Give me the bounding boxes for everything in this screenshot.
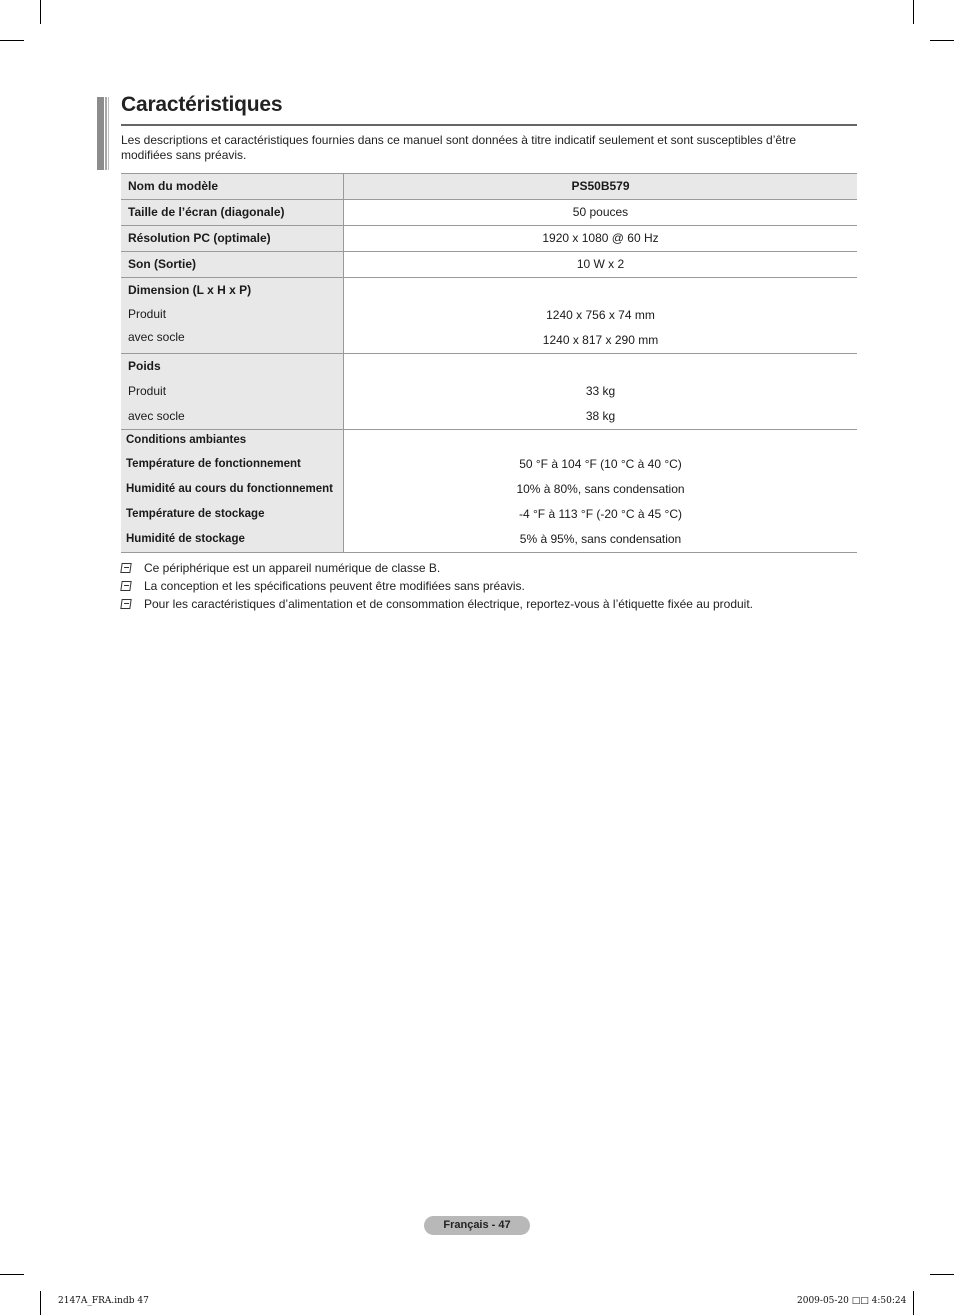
list-item: [121, 577, 753, 595]
row-value: 1240 x 817 x 290 mm: [542, 333, 659, 347]
row-value: 1240 x 756 x 74 mm: [546, 308, 655, 322]
row-sublabel: Température de fonctionnement: [126, 458, 301, 470]
row-label: Poids: [128, 359, 161, 373]
row-value: 50 °F à 104 °F (10 °C à 40 °C): [519, 457, 682, 471]
crop-mark: [0, 40, 24, 41]
table-row: [121, 354, 857, 430]
row-label: Dimension (L x H x P): [128, 283, 252, 297]
crop-mark: [913, 1291, 914, 1315]
table-row: [121, 174, 857, 200]
list-item: [121, 559, 753, 577]
note-icon: [120, 581, 131, 591]
crop-mark: [0, 1274, 24, 1275]
row-label: Nom du modèle: [128, 179, 219, 193]
row-value: 38 kg: [585, 409, 616, 423]
note-text: Ce périphérique est un appareil numérique de classe B.: [144, 560, 441, 575]
title-divider: [121, 124, 857, 126]
table-row: [121, 252, 857, 278]
row-label: Conditions ambiantes: [126, 434, 247, 446]
row-label: Son (Sortie): [128, 257, 196, 271]
spec-table: [121, 173, 857, 553]
row-value: PS50B579: [571, 179, 630, 193]
row-value: 10% à 80%, sans condensation: [516, 482, 685, 496]
crop-mark: [40, 0, 41, 24]
row-value: 5% à 95%, sans condensation: [519, 532, 682, 546]
row-sublabel: Produit: [128, 384, 167, 398]
print-slug-file: 2147A_FRA.indb 47: [58, 1296, 149, 1306]
row-value: -4 °F à 113 °F (-20 °C à 45 °C): [518, 507, 683, 521]
row-sublabel: Humidité au cours du fonctionnement: [126, 483, 334, 495]
table-row: [121, 226, 857, 252]
crop-mark: [930, 40, 954, 41]
page-title: Caractéristiques: [121, 93, 283, 116]
row-sublabel: avec socle: [128, 330, 185, 344]
row-value: 1920 x 1080 @ 60 Hz: [542, 231, 659, 245]
notes-list: [121, 559, 753, 613]
row-sublabel: Produit: [128, 307, 167, 321]
crop-mark: [913, 0, 914, 24]
row-value: 10 W x 2: [576, 257, 625, 271]
table-row: [121, 200, 857, 226]
row-sublabel: Température de stockage: [126, 508, 265, 520]
table-row: [121, 430, 857, 553]
row-value: 50 pouces: [572, 205, 629, 219]
title-accent-bars: [97, 97, 111, 170]
row-sublabel: Humidité de stockage: [126, 533, 245, 545]
note-text: La conception et les spécifications peuvent être modifiées sans préavis.: [144, 578, 525, 593]
note-icon: [120, 599, 131, 609]
crop-mark: [930, 1274, 954, 1275]
list-item: [121, 595, 753, 613]
row-label: Taille de l’écran (diagonale): [128, 205, 285, 219]
row-value: 33 kg: [585, 384, 616, 398]
row-label: Résolution PC (optimale): [128, 231, 271, 245]
page-number-badge: Français - 47: [424, 1216, 530, 1235]
intro-text: Les descriptions et caractéristiques fournies dans ce manuel sont données à titre indicatif seulement et sont susceptibles d’être modifiées sans préavis.: [121, 133, 797, 162]
print-slug-timestamp: 2009-05-20 □□ 4:50:24: [797, 1296, 907, 1306]
row-sublabel: avec socle: [128, 409, 185, 423]
note-icon: [120, 563, 131, 573]
note-text: Pour les caractéristiques d’alimentation et de consommation électrique, reportez-vous à l’étiquette fixée au produit.: [144, 596, 753, 611]
crop-mark: [40, 1291, 41, 1315]
table-row: [121, 278, 857, 354]
